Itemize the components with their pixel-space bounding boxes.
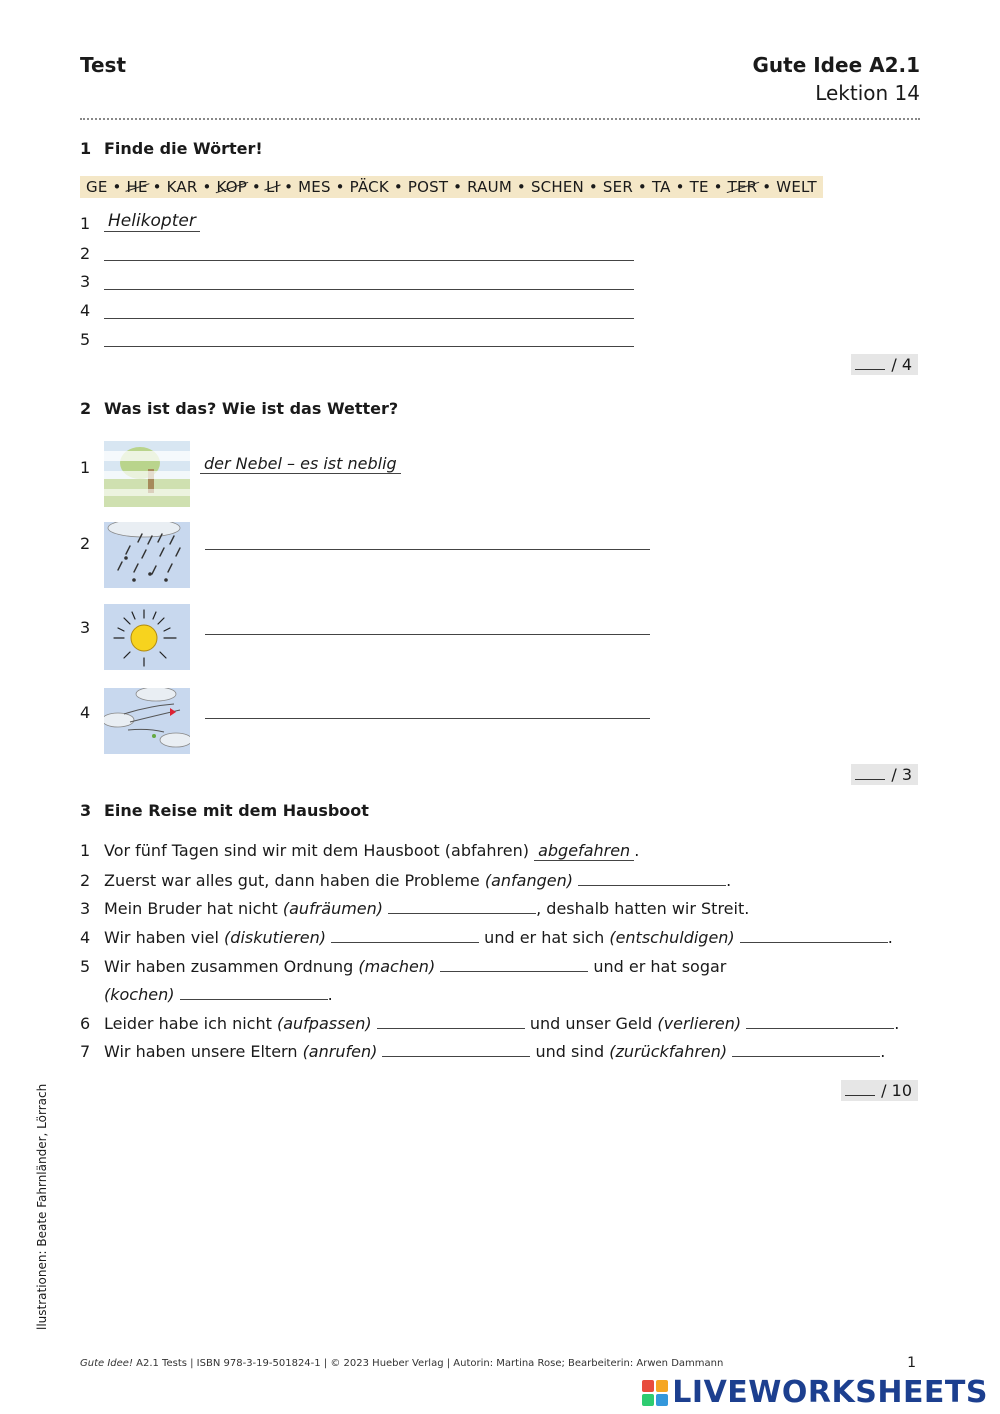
syllable-separator: • [670, 178, 690, 196]
s2-row-num: 3 [80, 618, 91, 637]
syllable-box [80, 176, 823, 198]
s2-answer-4[interactable] [205, 718, 650, 719]
score-blank[interactable] [845, 1095, 875, 1096]
rain-icon [104, 522, 190, 588]
syllable: POST [407, 178, 449, 196]
header-divider [80, 118, 920, 120]
syllable-separator: • [147, 178, 167, 196]
syllable: WELT [776, 178, 817, 196]
score-blank[interactable] [855, 779, 885, 780]
syllable-separator: • [388, 178, 408, 196]
syllable: TE [689, 178, 709, 196]
footer-text: Gute Idee! A2.1 Tests | ISBN 978-3-19-501824-1 | © 2023 Hueber Verlag | Autorin: Martina Rose; Bearbeiterin: Arwen Dammann [80, 1358, 724, 1369]
syllable-separator: • [757, 178, 777, 196]
s3-blank[interactable] [732, 1041, 880, 1057]
s3-sentence-4: 4 Wir haben viel (diskutieren) und er hat sich (entschuldigen) . [80, 928, 893, 947]
syllable-separator: • [448, 178, 468, 196]
s1-answer-4[interactable] [104, 318, 634, 319]
s3-blank[interactable] [578, 870, 726, 886]
s3-blank[interactable] [746, 1013, 894, 1029]
s3-blank[interactable] [388, 898, 536, 914]
s3-blank[interactable] [377, 1013, 525, 1029]
logo-square [656, 1394, 668, 1406]
s1-answer-5[interactable] [104, 346, 634, 347]
logo-square [642, 1394, 654, 1406]
syllable: TA [651, 178, 671, 196]
syllable-separator: • [246, 178, 266, 196]
s3-sentence-1: 1 Vor fünf Tagen sind wir mit dem Hausboot (abfahren) abgefahren . [80, 841, 640, 860]
illustration-credit: llustrationen: Beate Fahrnländer, Lörrach [35, 1083, 49, 1330]
syllable-separator: • [330, 178, 350, 196]
score-blank[interactable] [855, 369, 885, 370]
s2-row-num: 4 [80, 703, 91, 722]
s3-blank[interactable] [440, 956, 588, 972]
s1-answer-3[interactable] [104, 289, 634, 290]
logo-square [642, 1380, 654, 1392]
s1-answer-2[interactable] [104, 260, 634, 261]
s1-row-num: 4 [80, 301, 91, 320]
syllable: RAUM [467, 178, 512, 196]
s2-answer-1[interactable]: der Nebel – es ist neblig [200, 454, 401, 474]
s3-sentence-2: 2 Zuerst war alles gut, dann haben die Probleme (anfangen) . [80, 871, 732, 890]
syllable: PÄCK [349, 178, 389, 196]
brand-name: LIVEWORKSHEETS [672, 1375, 988, 1410]
s2-answer-3[interactable] [205, 634, 650, 635]
s1-row-num: 2 [80, 244, 91, 263]
test-label: Test [80, 53, 127, 77]
syllable: MES [298, 178, 331, 196]
syllable-separator: • [708, 178, 728, 196]
s3-blank[interactable] [740, 927, 888, 943]
s3-sentence-3: 3 Mein Bruder hat nicht (aufräumen) , deshalb hatten wir Streit. [80, 899, 750, 918]
s3-sentence-6: 6 Leider habe ich nicht (aufpassen) und unser Geld (verlieren) . [80, 1014, 900, 1033]
s3-score: / 10 [841, 1080, 918, 1101]
syllable-separator: • [511, 178, 531, 196]
liveworksheets-brand[interactable] [642, 1375, 988, 1410]
syllable: LI [265, 178, 280, 196]
section2-title: 2 Was ist das? Wie ist das Wetter? [80, 399, 399, 418]
s3-blank[interactable] [382, 1041, 530, 1057]
s1-answer-1[interactable]: Helikopter [104, 211, 200, 232]
s3-sentence-7: 7 Wir haben unsere Eltern (anrufen) und sind (zurückfahren) . [80, 1042, 886, 1061]
s3-answer-1[interactable]: abgefahren [534, 841, 634, 861]
syllable: SER [602, 178, 633, 196]
s2-row-num: 1 [80, 458, 91, 477]
fog-icon [104, 441, 190, 507]
s3-sentence-5: 5 Wir haben zusammen Ordnung (machen) und er hat sogar [80, 957, 727, 976]
s2-row-num: 2 [80, 534, 91, 553]
syllable: TER [727, 178, 758, 196]
section3-title: 3 Eine Reise mit dem Hausboot [80, 801, 369, 820]
syllable-separator: • [583, 178, 603, 196]
s1-score: / 4 [851, 354, 918, 375]
syllable: KAR [166, 178, 198, 196]
liveworksheets-logo-icon [642, 1380, 668, 1406]
section1-title: 1 Finde die Wörter! [80, 139, 263, 158]
syllable: KOP [216, 178, 247, 196]
syllable: SCHEN [530, 178, 584, 196]
wind-icon [104, 688, 190, 754]
book-header [753, 53, 921, 105]
sun-icon [104, 604, 190, 670]
s1-row-num: 5 [80, 330, 91, 349]
s3-blank[interactable] [180, 984, 328, 1000]
book-title: Gute Idee A2.1 [752, 53, 920, 77]
s1-row-num: 3 [80, 272, 91, 291]
syllable-separator: • [197, 178, 217, 196]
syllable: GE [86, 178, 108, 196]
logo-square [656, 1380, 668, 1392]
syllable-separator: • [107, 178, 127, 196]
s1-row-num: 1 [80, 214, 91, 233]
s3-blank[interactable] [331, 927, 479, 943]
syllable-separator: • [632, 178, 652, 196]
s2-answer-2[interactable] [205, 549, 650, 550]
lesson-label: Lektion 14 [815, 81, 920, 105]
page-number: 1 [907, 1355, 916, 1371]
s3-sentence-5-cont: (kochen) . [104, 985, 333, 1004]
syllable: HE [126, 178, 148, 196]
syllable-separator: • [279, 178, 299, 196]
s2-score: / 3 [851, 764, 918, 785]
